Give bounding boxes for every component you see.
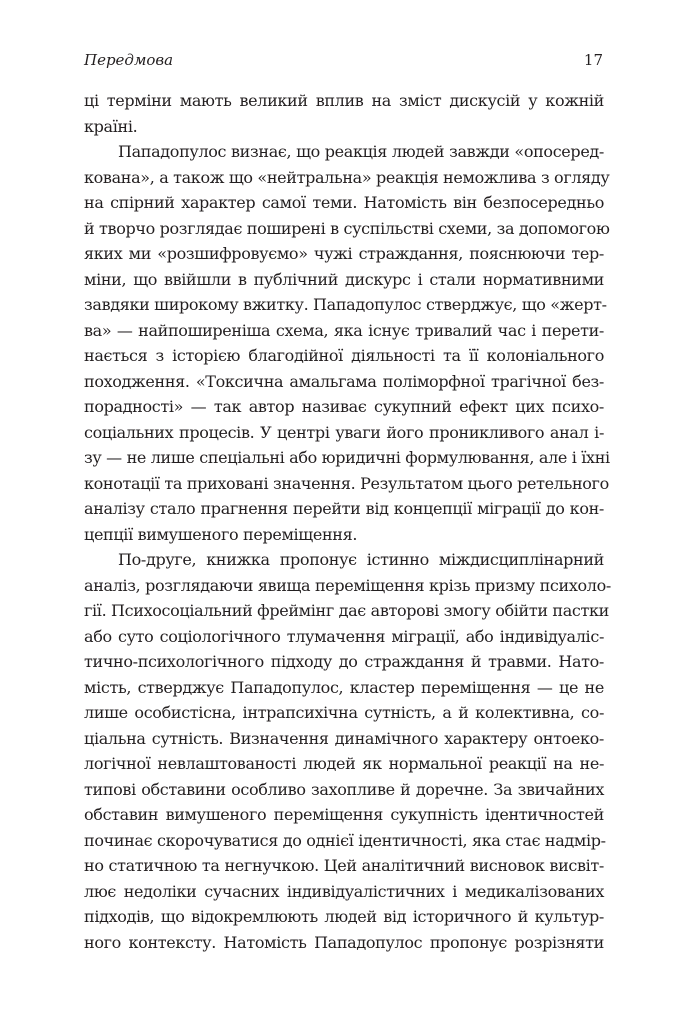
text-line: завдяки широкому вжитку. Пападопулос стверджує, що «жерт- [84,295,607,314]
text-line: тично-психологічного підходу до страждання й травми. Нато- [84,652,604,671]
text-line: лює недоліки сучасних індивідуалістичних і медикалізованих [84,881,604,901]
text-line: обставин вимушеного переміщення сукупність ідентичностей [84,805,604,824]
text-line: ціальна сутність. Визначення динамічного характеру онтоеко- [84,728,604,748]
text-line: типові обставини особливо захопливе й доречне. За звичайних [84,779,604,799]
text-line: конотації та приховані значення. Результатом цього ретельного [84,473,609,493]
body-text [84,88,611,955]
page-number: 17 [583,51,603,69]
text-line: По-друге, книжка пропонує істинно міждисциплінарний [118,550,604,569]
text-line: аналіз, розглядаючи явища переміщення крізь призму психоло- [84,575,611,595]
text-line: лише особистісна, інтрапсихічна сутність, а й колективна, со- [84,703,604,722]
text-line: ного контексту. Натомість Пападопулос пропонує розрізняти [84,932,604,952]
text-line: яких ми «розшифровуємо» чужі страждання, пояснюючи тер- [84,244,604,263]
running-head: Передмова [84,51,174,69]
text-line: й творчо розглядає поширені в суспільстві схеми, за допомогою [84,218,610,238]
text-line: соціальних процесів. У центрі уваги його проникливого анал і- [84,422,604,442]
text-line: кована», а також що «нейтральна» реакція неможлива з огляду [84,167,610,187]
text-line: або суто соціологічного тлумачення міграції, або індивідуаліс- [84,626,604,646]
text-line: аналізу стало прагнення перейти від концепції міграції до кон- [84,499,604,518]
text-line: Пападопулос визнає, що реакція людей завжди «опосеред- [118,142,604,161]
text-line: гії. Психосоціальний фреймінг дає авторові змогу обійти пастки [84,601,609,620]
text-line: походження. «Токсична амальгама поліморфної трагічної без- [84,371,604,391]
text-line: мість, стверджує Пападопулос, кластер переміщення — це не [84,677,604,697]
text-line: ці терміни мають великий вплив на зміст дискусій у кожній [84,91,604,110]
text-line: починає скорочуватися до однієї ідентичності, яка стає надмір- [84,830,606,850]
text-line: ва» — найпоширеніша схема, яка існує тривалий час і перети- [84,320,604,340]
text-line: підходів, що відокремлюють людей від історичного й культур- [84,907,604,926]
text-line: міни, що ввійшли в публічний дискурс і стали нормативними [84,269,604,289]
text-line: цепції вимушеного переміщення. [84,524,358,544]
text-line: країні. [84,116,138,136]
text-line: на спірний характер самої теми. Натомість він безпосередньо [84,193,604,212]
text-line: но статичною та негнучкою. Цей аналітичний висновок висвіт- [84,856,604,875]
text-line: порадності» — так автор називає сукупний ефект цих психо- [84,397,604,416]
text-line: логічної невлаштованості людей як нормальної реакції на не- [84,754,604,773]
text-line: нається з історією благодійної діяльності та її колоніального [84,346,604,365]
text-line: зу — не лише спеціальні або юридичні формулювання, але і їхні [84,448,610,467]
